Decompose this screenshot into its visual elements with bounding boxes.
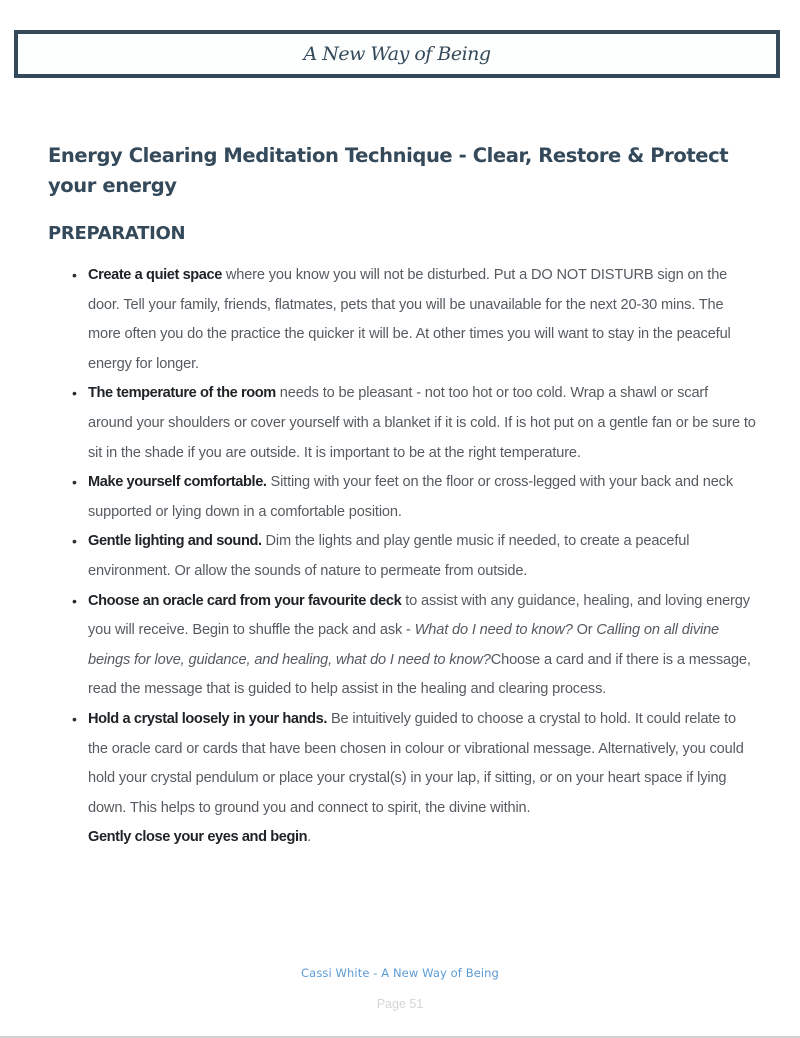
item-lead: The temperature of the room	[88, 385, 276, 402]
list-item-quiet-space	[72, 261, 756, 379]
item-italic-question: What do I need to know?	[414, 622, 573, 639]
item-text: Choose a card and if there is a message, read the message that is guided to help assist in the healing and clearing process.	[88, 651, 751, 698]
page-header-banner	[14, 30, 780, 78]
closing-text: Gently close your eyes and begin	[88, 829, 308, 846]
footer-author-line: Cassi White - A New Way of Being	[301, 966, 499, 980]
list-item-lighting-sound	[72, 527, 756, 586]
header-title: A New Way of Being	[303, 43, 491, 65]
closing-punct: .	[307, 829, 311, 846]
item-lead: Choose an oracle card from your favourite deck	[88, 592, 402, 609]
list-item-temperature	[72, 379, 756, 468]
bullet-icon: •	[72, 385, 77, 402]
item-text: Sitting with your feet on the floor or cross-legged with your back and neck supported or lying down in a comfortable position.	[88, 474, 733, 520]
bullet-icon: •	[72, 474, 77, 491]
item-italic-invocation: Calling on all divine beings for love, guidance, and healing, what do I need to know?	[88, 622, 719, 668]
item-text: to assist with any guidance, healing, and loving energy you will receive. Begin to shuffle the pack and ask -	[88, 592, 750, 639]
section-heading-preparation: PREPARATION	[48, 223, 186, 244]
bullet-icon: •	[72, 267, 77, 283]
item-text: Or	[572, 622, 597, 639]
item-lead: Create a quiet space	[88, 267, 222, 283]
item-text: needs to be pleasant - not too hot or too cold. Wrap a shawl or scarf around your shoulders or cover yourself with a blanket if it is cold. If is hot put on a gentle fan or be sure to sit in the shade if you are outside. It is important to be at the right temperature.	[88, 385, 756, 461]
item-text: where you know you will not be disturbed. Put a DO NOT DISTURB sign on the door. Tell your family, friends, flatmates, pets that you will be unavailable for the next 20-30 mins. The more often you do the practice the quicker it will be. At other times you will want to stay in the peaceful energy for longer.	[88, 267, 731, 372]
closing-instruction	[88, 823, 756, 853]
bullet-icon: •	[72, 710, 77, 727]
list-item-oracle-card	[72, 587, 756, 705]
page-number: Page 51	[376, 997, 424, 1011]
preparation-list	[72, 261, 756, 853]
item-lead: Gentle lighting and sound.	[88, 533, 262, 550]
item-text: Dim the lights and play gentle music if needed, to create a peaceful environment. Or allow the sounds of nature to permeate from outside.	[88, 533, 690, 579]
bullet-icon: •	[72, 533, 77, 550]
list-item-comfortable	[72, 468, 756, 527]
item-text: Be intuitively guided to choose a crystal to hold. It could relate to the oracle card or cards that have been chosen in colour or vibrational message. Alternatively, you could hold your crystal pendulum or place your crystal(s) in your lap, if sitting, or on your heart space if lying down. This helps to ground you and connect to spirit, the divine within.	[88, 710, 744, 816]
item-lead: Make yourself comfortable.	[88, 474, 267, 491]
item-lead: Hold a crystal loosely in your hands.	[88, 710, 328, 727]
list-item-crystal	[72, 705, 756, 853]
bullet-icon: •	[72, 592, 77, 609]
document-title: Energy Clearing Meditation Technique - Clear, Restore & Protect your energy	[48, 144, 729, 197]
